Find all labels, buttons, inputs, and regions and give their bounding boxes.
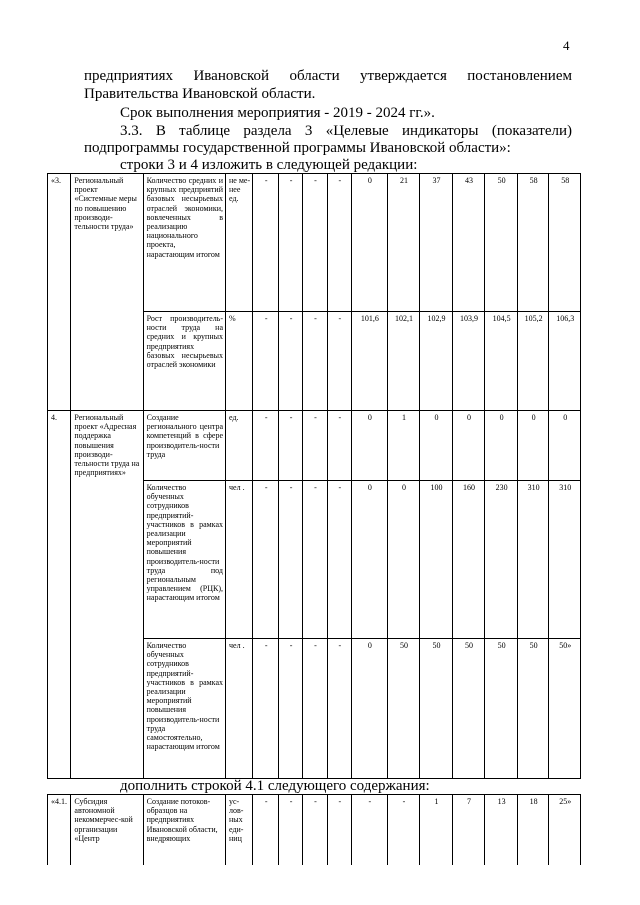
value-cell: 0 [352, 174, 388, 312]
value-cell: 104,5 [485, 312, 518, 411]
value-cell: - [352, 795, 388, 865]
value-cell: - [253, 639, 278, 779]
row-4-1-table [47, 794, 581, 865]
value-cell: 310 [517, 481, 549, 639]
value-cell: 100 [420, 481, 453, 639]
indicator-name: Количество обученных сотрудников предприятий-участников в рамках реализации мероприятий повышения производитель-ности труда под региональным управлением (РЦК), нарастающим итогом [143, 481, 225, 639]
value-cell: 102,9 [420, 312, 453, 411]
value-cell: 0 [352, 481, 388, 639]
table-row [48, 174, 581, 312]
value-cell: 50 [485, 174, 518, 312]
term-line: Срок выполнения мероприятия - 2019 - 2024 гг.». [120, 105, 435, 121]
project-name: Региональный проект «Адресная поддержка повышения производи-тельности труда на предприятиях» [71, 411, 143, 779]
indicator-name: Количество средних и крупных предприятий базовых несырьевых отраслей экономики, вовлеченных в реализацию национального проекта, нарастающим итогом [143, 174, 225, 312]
value-cell: 21 [387, 174, 420, 312]
value-cell: 0 [352, 639, 388, 779]
unit: ус-лов-ных еди-ниц [226, 795, 253, 865]
value-cell: 7 [452, 795, 485, 865]
value-cell: - [303, 639, 327, 779]
value-cell: 0 [517, 411, 549, 481]
value-cell: 102,1 [387, 312, 420, 411]
value-cell: 310 [549, 481, 581, 639]
intro-line-1: предприятиях Ивановской области утверждается постановлением [84, 68, 572, 84]
project-name: Субсидия автономной некоммерчес-кой организации «Центр [71, 795, 143, 865]
value-cell: - [303, 481, 327, 639]
value-cell: 50 [387, 639, 420, 779]
value-cell: 1 [387, 411, 420, 481]
value-cell: 103,9 [452, 312, 485, 411]
value-cell: - [278, 481, 302, 639]
value-cell: - [253, 411, 278, 481]
value-cell: 106,3 [549, 312, 581, 411]
value-cell: - [278, 639, 302, 779]
unit: не ме-нее ед. [226, 174, 253, 312]
value-cell: 230 [485, 481, 518, 639]
value-cell: - [303, 174, 327, 312]
value-cell: 18 [517, 795, 549, 865]
add-instruction: дополнить строкой 4.1 следующего содержания: [120, 778, 430, 794]
value-cell: - [327, 312, 351, 411]
value-cell: - [327, 174, 351, 312]
project-name: Региональный проект «Системные меры по повышению производи-тельности труда» [71, 174, 143, 411]
value-cell: - [253, 174, 278, 312]
unit: % [226, 312, 253, 411]
page-number: 4 [563, 38, 570, 53]
value-cell: 0 [485, 411, 518, 481]
value-cell: 25» [549, 795, 581, 865]
unit: ед. [226, 411, 253, 481]
indicator-name: Создание регионального центра компетенций в сфере производитель-ности труда [143, 411, 225, 481]
para-3-3-line-1: 3.3. В таблице раздела 3 «Целевые индикаторы (показатели) [120, 123, 572, 139]
value-cell: 101,6 [352, 312, 388, 411]
row-number: «3. [48, 174, 71, 411]
value-cell: 1 [420, 795, 453, 865]
value-cell: - [253, 795, 278, 865]
row-number: 4. [48, 411, 71, 779]
para-3-3-line-2: подпрограммы государственной программы Ивановской области»: [84, 140, 511, 156]
table-row [48, 411, 581, 481]
value-cell: 0 [352, 411, 388, 481]
value-cell: - [303, 795, 327, 865]
indicator-name: Количество обученных сотрудников предприятий-участников в рамках реализации мероприятий повышения производитель-ности труда самостоятельно, нарастающим итогом [143, 639, 225, 779]
value-cell: - [278, 312, 302, 411]
value-cell: 50 [517, 639, 549, 779]
value-cell: 37 [420, 174, 453, 312]
value-cell: - [327, 795, 351, 865]
indicators-table [47, 173, 581, 779]
value-cell: - [327, 481, 351, 639]
value-cell: 0 [549, 411, 581, 481]
value-cell: 50 [452, 639, 485, 779]
rows-instruction: строки 3 и 4 изложить в следующей редакции: [120, 157, 418, 173]
indicator-name: Рост производитель-ности труда на средних и крупных предприятиях базовых несырьевых отраслей экономики [143, 312, 225, 411]
value-cell: 105,2 [517, 312, 549, 411]
value-cell: 50» [549, 639, 581, 779]
value-cell: 13 [485, 795, 518, 865]
value-cell: 160 [452, 481, 485, 639]
unit: чел . [226, 481, 253, 639]
value-cell: - [253, 312, 278, 411]
unit: чел . [226, 639, 253, 779]
value-cell: - [303, 411, 327, 481]
table-row [48, 795, 581, 865]
value-cell: 0 [420, 411, 453, 481]
value-cell: - [327, 411, 351, 481]
value-cell: - [278, 795, 302, 865]
value-cell: 50 [420, 639, 453, 779]
value-cell: - [253, 481, 278, 639]
value-cell: 0 [452, 411, 485, 481]
value-cell: - [278, 174, 302, 312]
row-number: «4.1. [48, 795, 71, 865]
indicator-name: Создание потоков-образцов на предприятиях Ивановской области, внедряющих [143, 795, 225, 865]
value-cell: 0 [387, 481, 420, 639]
value-cell: 43 [452, 174, 485, 312]
value-cell: 58 [517, 174, 549, 312]
value-cell: - [387, 795, 420, 865]
intro-line-2: Правительства Ивановской области. [84, 86, 316, 102]
value-cell: - [303, 312, 327, 411]
value-cell: - [327, 639, 351, 779]
value-cell: - [278, 411, 302, 481]
value-cell: 58 [549, 174, 581, 312]
value-cell: 50 [485, 639, 518, 779]
